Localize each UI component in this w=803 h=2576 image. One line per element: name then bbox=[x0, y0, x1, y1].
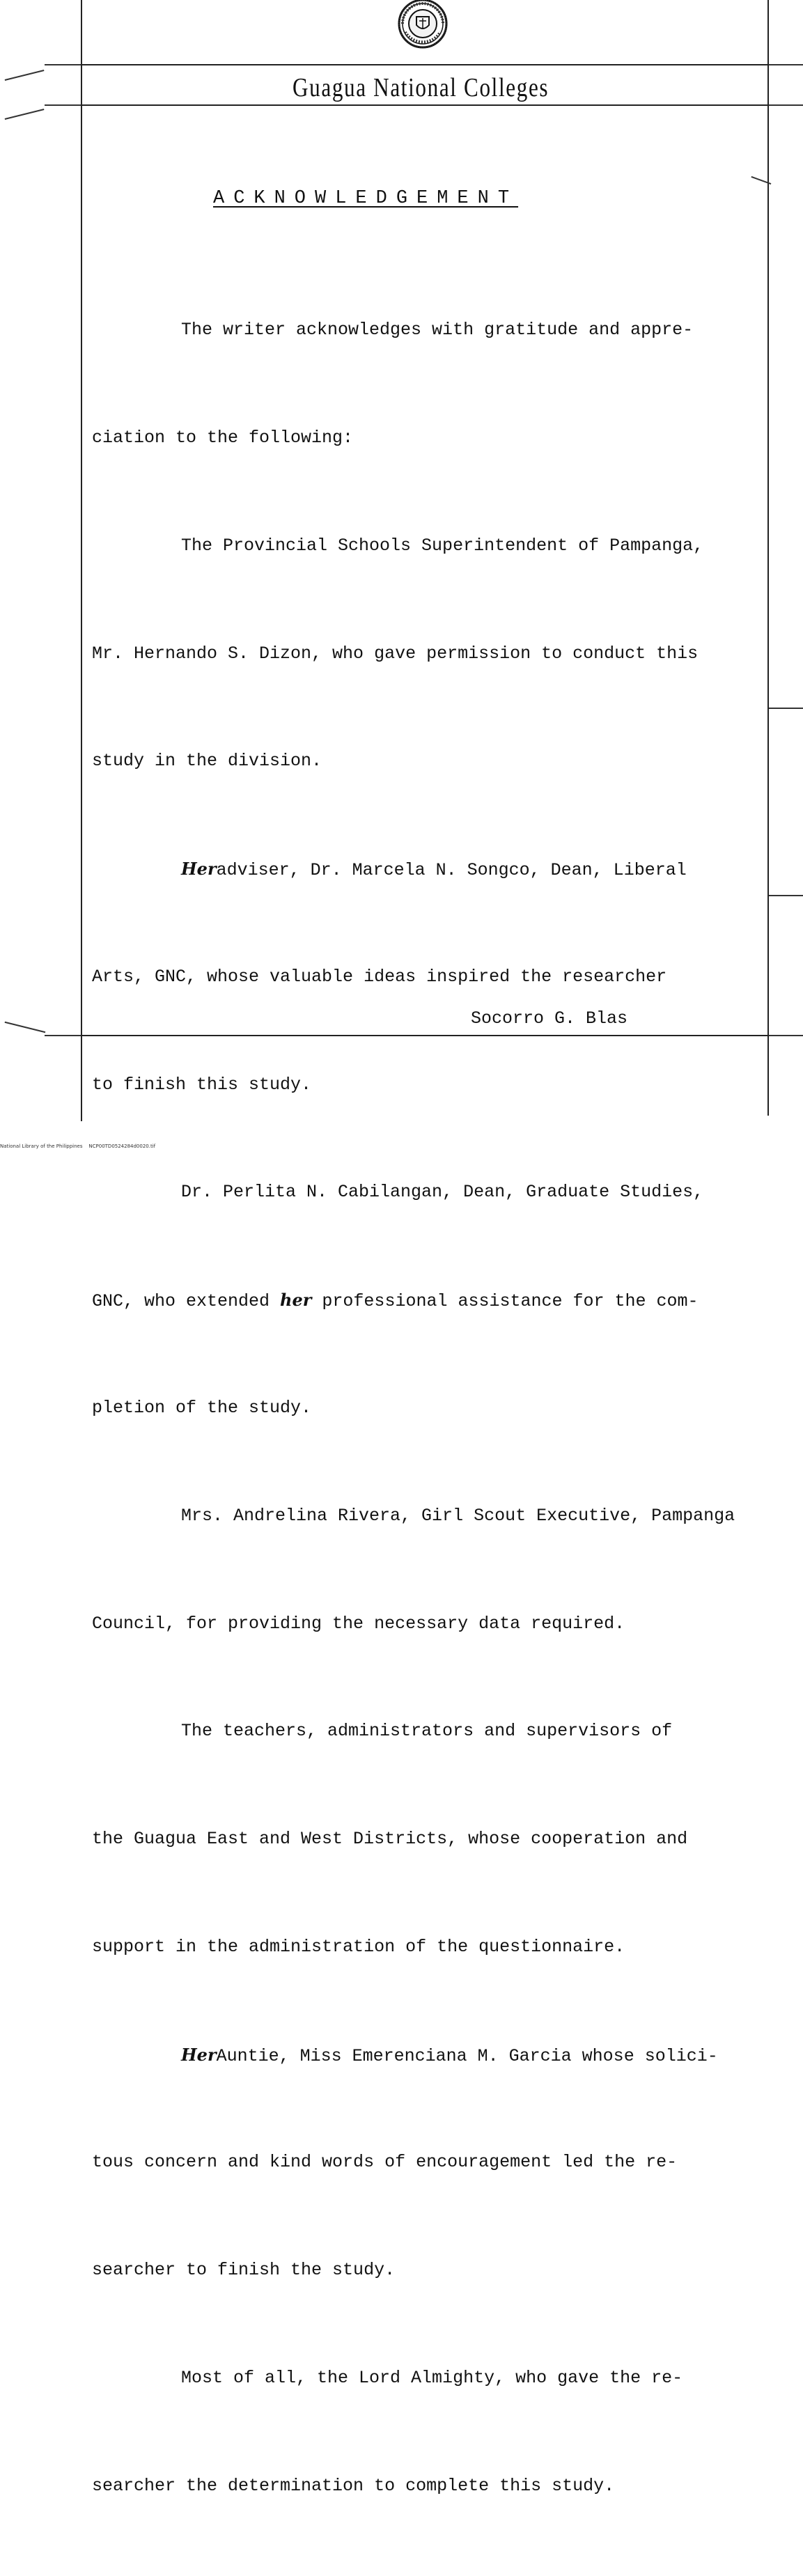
scan-mark bbox=[769, 708, 803, 709]
handwritten-correction: her bbox=[280, 1290, 312, 1311]
scan-mark bbox=[45, 1035, 81, 1036]
body-line: Council, for providing the necessary data required. bbox=[92, 1613, 625, 1634]
body-line: Mrs. Andrelina Rivera, Girl Scout Executive, Pampanga bbox=[181, 1505, 735, 1526]
scan-mark bbox=[5, 1022, 46, 1033]
body-line: Most of all, the Lord Almighty, who gave the re- bbox=[181, 2368, 683, 2389]
body-line: Mr. Hernando S. Dizon, who gave permission to conduct this bbox=[92, 643, 699, 664]
left-margin-rule bbox=[81, 0, 82, 1121]
body-line: The Provincial Schools Superintendent of Pampanga, bbox=[181, 535, 704, 556]
body-line: searcher the determination to complete this study. bbox=[92, 2475, 615, 2496]
college-name-header: Guagua National Colleges bbox=[292, 73, 549, 102]
body-line: tous concern and kind words of encouragement led the re- bbox=[92, 2152, 678, 2173]
scan-mark bbox=[769, 1035, 803, 1036]
header-top-rule bbox=[81, 64, 769, 65]
body-line: Arts, GNC, whose valuable ideas inspired the researcher bbox=[92, 966, 667, 987]
body-line: the Guagua East and West Districts, whose cooperation and bbox=[92, 1829, 688, 1850]
handwritten-correction: Her bbox=[181, 2044, 217, 2065]
body-line: HerAuntie, Miss Emerenciana M. Garcia whose solici- bbox=[181, 2044, 718, 2066]
body-line: ciation to the following: bbox=[92, 427, 354, 448]
author-signature-line: Socorro G. Blas bbox=[471, 1008, 628, 1029]
right-margin-rule bbox=[767, 0, 769, 1116]
handwritten-correction: Her bbox=[181, 859, 217, 880]
body-line: Dr. Perlita N. Cabilangan, Dean, Graduate Studies, bbox=[181, 1182, 704, 1203]
scan-mark bbox=[5, 70, 45, 80]
body-line: The teachers, administrators and supervisors of bbox=[181, 1721, 673, 1742]
college-seal-logo bbox=[389, 0, 457, 50]
body-line: searcher to finish the study. bbox=[92, 2260, 396, 2281]
body-line: pletion of the study. bbox=[92, 1398, 312, 1418]
scan-mark bbox=[769, 895, 803, 896]
archive-footer-note: National Library of the Philippines NCP00TD0524284d0020.tif bbox=[0, 1143, 156, 1149]
body-line: The writer acknowledges with gratitude and appre- bbox=[181, 320, 694, 341]
scan-mark bbox=[45, 64, 81, 65]
acknowledgement-body bbox=[92, 240, 747, 2576]
scan-mark bbox=[769, 104, 803, 106]
header-bottom-rule bbox=[81, 104, 769, 106]
body-line: Heradviser, Dr. Marcela N. Songco, Dean, Liberal bbox=[181, 859, 687, 881]
page-heading: ACKNOWLEDGEMENT bbox=[213, 188, 519, 209]
scan-mark bbox=[5, 109, 45, 119]
body-line: study in the division. bbox=[92, 751, 322, 772]
scan-mark bbox=[45, 104, 81, 106]
body-line: to finish this study. bbox=[92, 1074, 312, 1095]
body-line: support in the administration of the questionnaire. bbox=[92, 1936, 625, 1957]
scan-mark bbox=[769, 64, 803, 65]
body-line: GNC, who extended her professional assistance for the com- bbox=[92, 1290, 699, 1312]
